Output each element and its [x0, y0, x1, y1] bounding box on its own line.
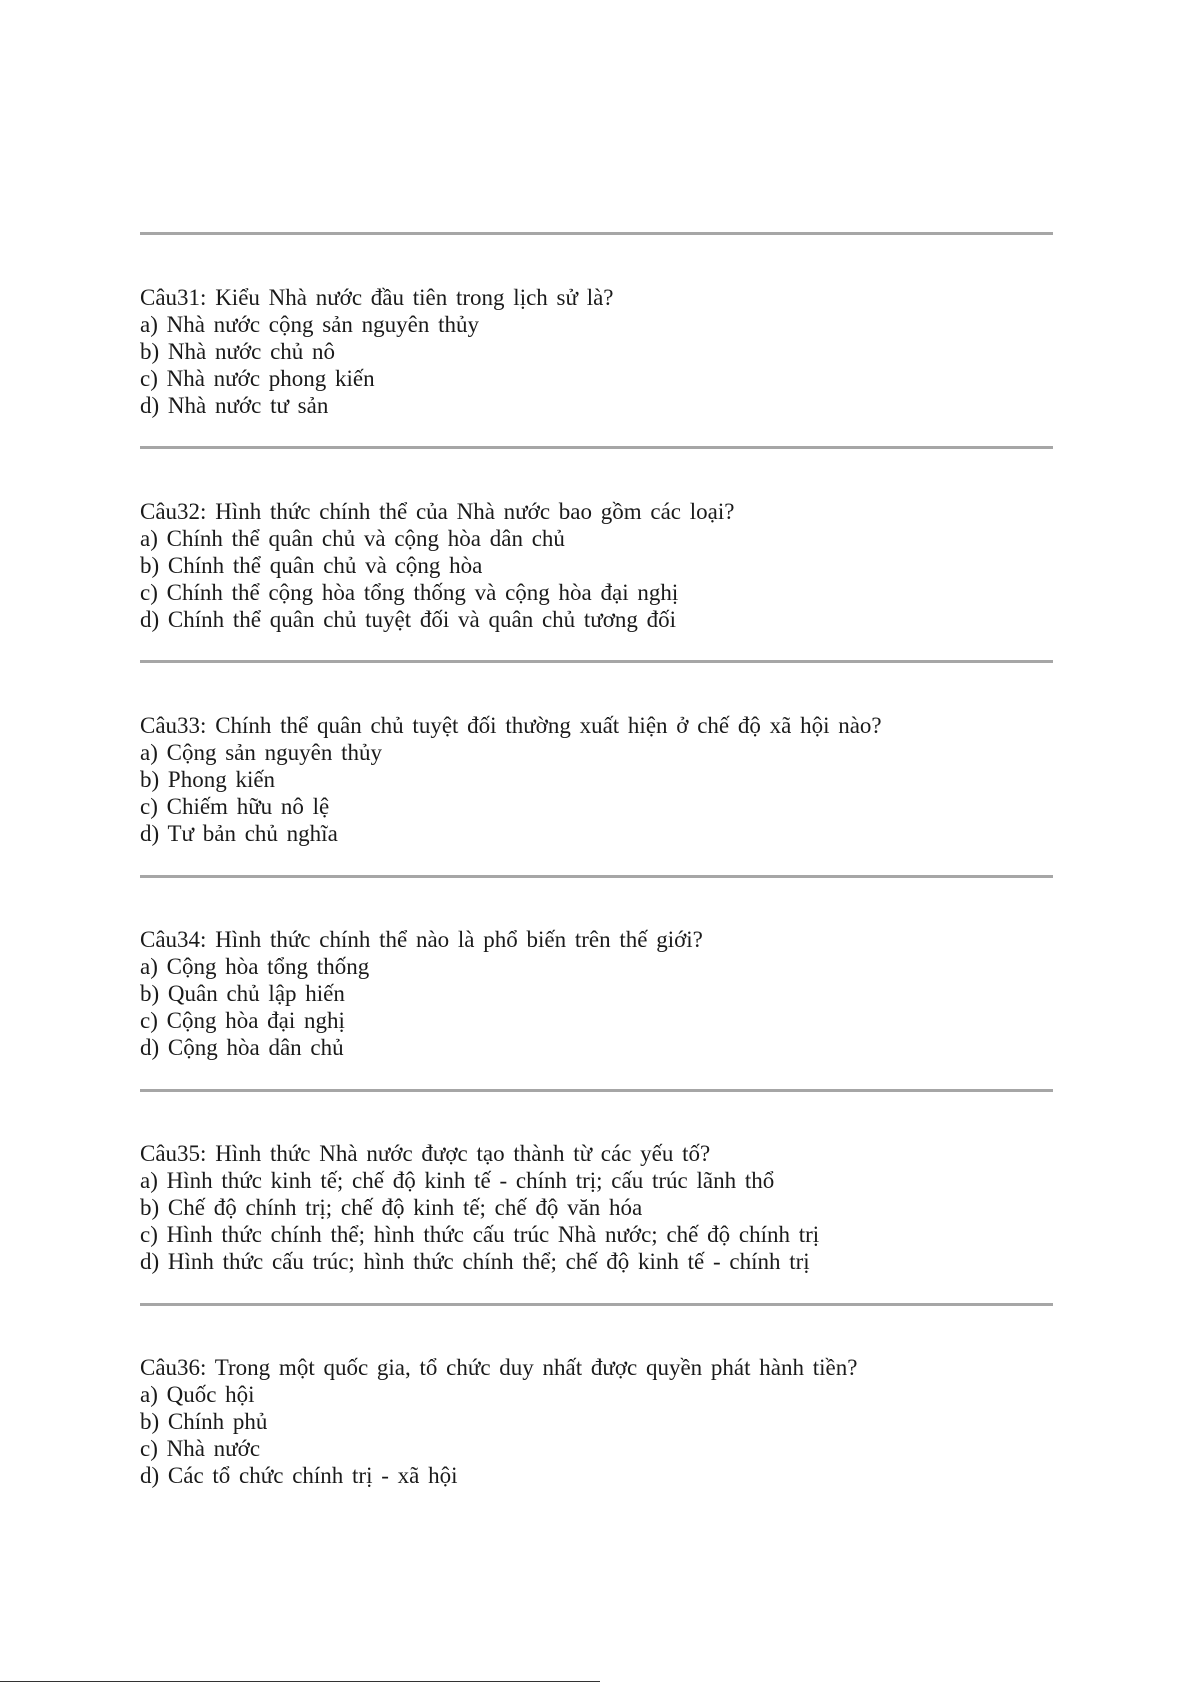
option-a: a) Quốc hội	[140, 1382, 255, 1407]
option-a: a) Nhà nước cộng sản nguyên thủy	[140, 312, 479, 337]
option-a: a) Chính thể quân chủ và cộng hòa dân chủ	[140, 526, 565, 551]
question-title: Câu32: Hình thức chính thể của Nhà nước bao gồm các loại?	[140, 499, 735, 524]
option-a: a) Cộng hòa tổng thống	[140, 954, 370, 979]
option-c: c) Chính thể cộng hòa tổng thống và cộng hòa đại nghị	[140, 580, 679, 605]
question-33	[140, 712, 1053, 847]
separator-rule	[140, 232, 1053, 235]
option-d: d) Nhà nước tư sản	[140, 393, 329, 418]
question-35	[140, 1140, 1053, 1275]
footer-rule	[0, 1681, 600, 1682]
question-34	[140, 926, 1053, 1061]
option-d: d) Cộng hòa dân chủ	[140, 1035, 344, 1060]
option-a: a) Hình thức kinh tế; chế độ kinh tế - chính trị; cấu trúc lãnh thổ	[140, 1168, 775, 1193]
question-title: Câu35: Hình thức Nhà nước được tạo thành từ các yếu tố?	[140, 1141, 711, 1166]
option-b: b) Nhà nước chủ nô	[140, 339, 336, 364]
option-b: b) Chính phủ	[140, 1409, 268, 1434]
option-b: b) Phong kiến	[140, 767, 276, 792]
separator-rule	[140, 1089, 1053, 1092]
question-31	[140, 284, 1053, 419]
separator-rule	[140, 1303, 1053, 1306]
option-b: b) Chính thể quân chủ và cộng hòa	[140, 553, 483, 578]
question-title: Câu31: Kiểu Nhà nước đầu tiên trong lịch sử là?	[140, 285, 614, 310]
question-title: Câu36: Trong một quốc gia, tổ chức duy nhất được quyền phát hành tiền?	[140, 1355, 858, 1380]
option-b: b) Chế độ chính trị; chế độ kinh tế; chế độ văn hóa	[140, 1195, 643, 1220]
option-d: d) Tư bản chủ nghĩa	[140, 821, 338, 846]
option-a: a) Cộng sản nguyên thủy	[140, 740, 382, 765]
option-d: d) Chính thể quân chủ tuyệt đối và quân chủ tương đối	[140, 607, 677, 632]
option-b: b) Quân chủ lập hiến	[140, 981, 345, 1006]
question-title: Câu33: Chính thể quân chủ tuyệt đối thường xuất hiện ở chế độ xã hội nào?	[140, 713, 882, 738]
separator-rule	[140, 660, 1053, 663]
option-d: d) Hình thức cấu trúc; hình thức chính thể; chế độ kinh tế - chính trị	[140, 1249, 810, 1274]
option-c: c) Nhà nước phong kiến	[140, 366, 375, 391]
option-c: c) Hình thức chính thể; hình thức cấu trúc Nhà nước; chế độ chính trị	[140, 1222, 820, 1247]
question-title: Câu34: Hình thức chính thể nào là phổ biến trên thế giới?	[140, 927, 703, 952]
separator-rule	[140, 446, 1053, 449]
option-c: c) Nhà nước	[140, 1436, 261, 1461]
option-c: c) Chiếm hữu nô lệ	[140, 794, 330, 819]
option-c: c) Cộng hòa đại nghị	[140, 1008, 345, 1033]
option-d: d) Các tổ chức chính trị - xã hội	[140, 1463, 458, 1488]
question-32	[140, 498, 1053, 633]
separator-rule	[140, 875, 1053, 878]
question-36	[140, 1354, 1053, 1489]
